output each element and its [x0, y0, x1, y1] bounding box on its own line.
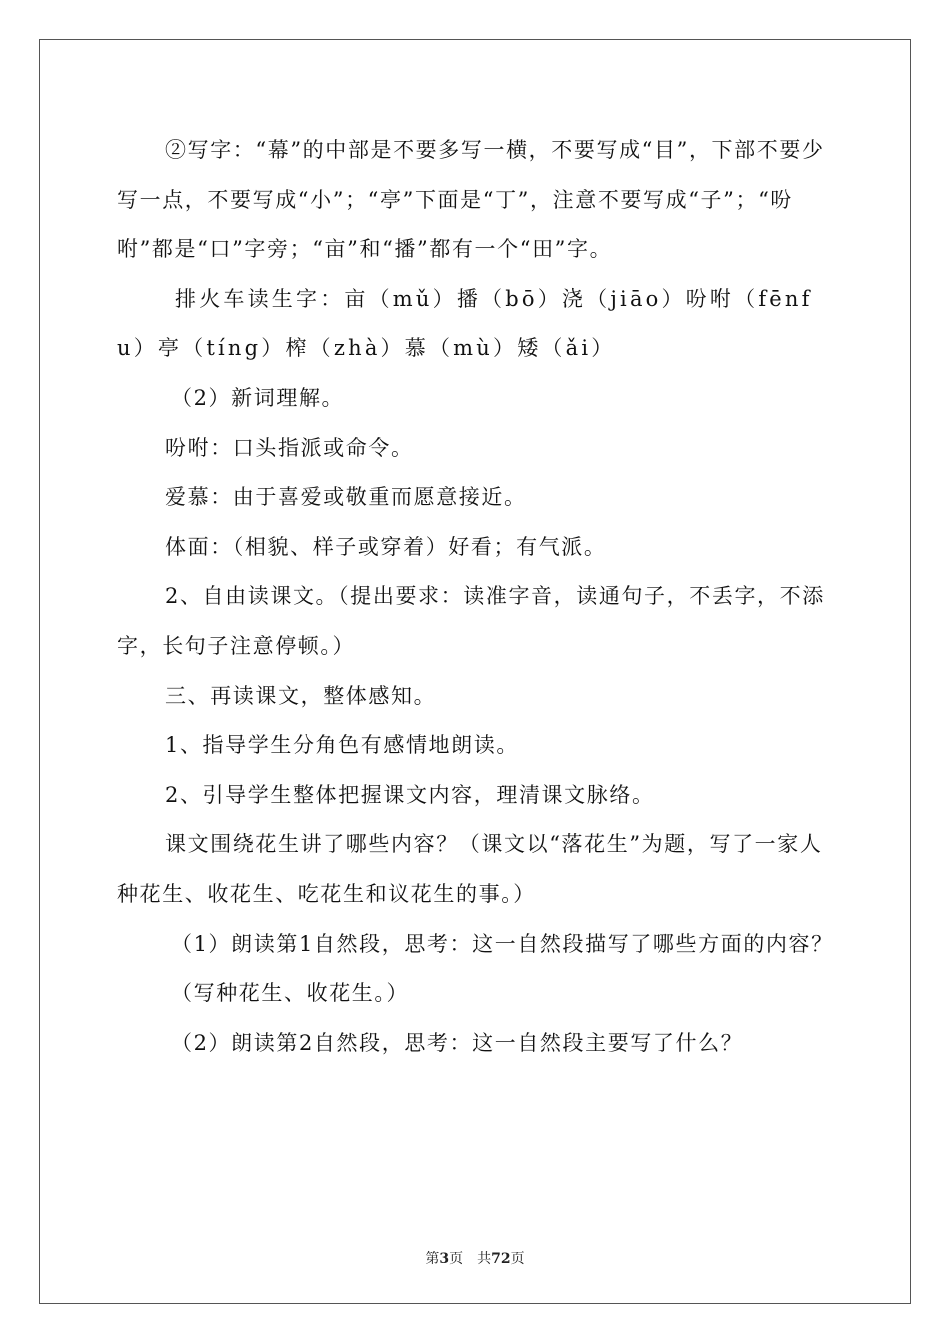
paragraph-free-reading: 2、自由读课文。（提出要求：读准字音，读通句子，不丢字，不添字，长句子注意停顿。）: [117, 584, 825, 658]
document-body: [117, 126, 837, 1068]
page-footer: [0, 1248, 950, 1268]
paragraph-content-question: 课文围绕花生讲了哪些内容？（课文以“落花生”为题，写了一家人种花生、收花生、吃花生和议花生的事。）: [117, 832, 823, 906]
paragraph-definition-aimu: 爱慕：由于喜爱或敬重而愿意接近。: [165, 485, 527, 510]
total-suffix: 页: [510, 1251, 525, 1267]
paragraph-section-three: 三、再读课文，整体感知。: [165, 683, 437, 708]
paragraph-role-reading: 1、指导学生分角色有感情地朗读。: [165, 733, 519, 758]
page-number: 3: [439, 1251, 450, 1267]
paragraph-section-two-question: （2）朗读第2自然段，思考：这一自然段主要写了什么？: [171, 1030, 744, 1055]
paragraph-section-one-question: （1）朗读第1自然段，思考：这一自然段描写了哪些方面的内容？: [171, 931, 834, 956]
paragraph-section-one-answer: （写种花生、收花生。）: [171, 981, 410, 1006]
paragraph-pinyin-reading: 排火车读生字：亩（mǔ）播（bō）浇（jiāo）吩咐（fēnfu）亭（tíng）榨（zhà）慕（mù）矮（ǎi）: [117, 286, 813, 361]
paragraph-vocab-heading: （2）新词理解。: [171, 385, 345, 410]
total-pages: 72: [491, 1251, 511, 1267]
paragraph-definition-timian: 体面：（相貌、样子或穿着）好看；有气派。: [165, 534, 607, 559]
paragraph-overall-grasp: 2、引导学生整体把握课文内容，理清课文脉络。: [165, 782, 655, 807]
total-prefix: 共: [477, 1251, 492, 1267]
paragraph-definition-fenfu: 吩咐：口头指派或命令。: [165, 435, 414, 460]
page-suffix: 页: [449, 1251, 464, 1267]
paragraph-writing-tips: ②写字：“幕”的中部是不要多写一横，不要写成“目”，下部不要少写一点，不要写成“小”；“亭”下面是“丁”，注意不要写成“子”；“吩咐”都是“口”字旁；“亩”和“播”都有一个“田”字。: [117, 138, 825, 262]
page-prefix: 第: [425, 1251, 440, 1267]
